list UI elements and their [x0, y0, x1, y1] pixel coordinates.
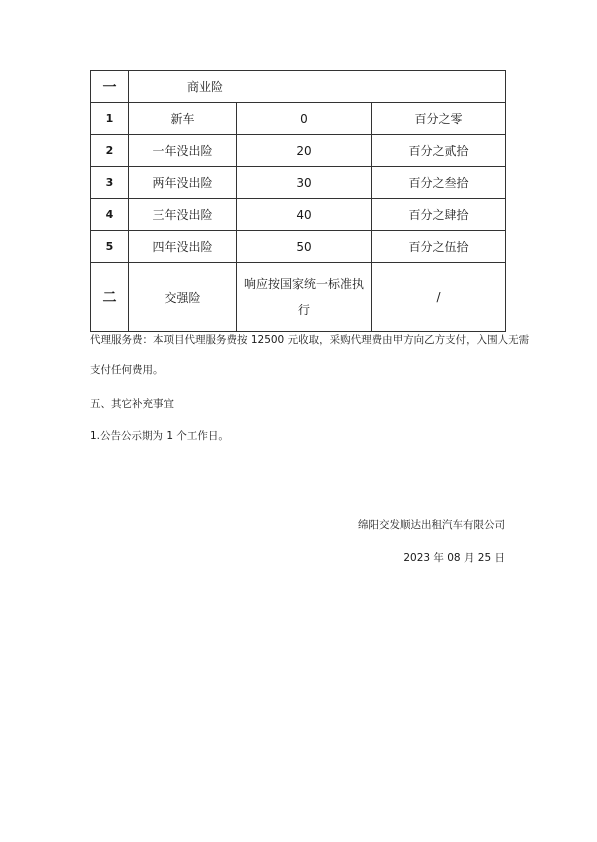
agency-fee-line-1: 代理服务费：本项目代理服务费按 12500 元收取，采购代理费由甲方向乙方支付，入围人无需	[90, 334, 530, 346]
row-name: 新车	[129, 103, 237, 135]
section-title: 商业险	[129, 71, 506, 103]
table-row	[91, 167, 506, 199]
row-number: 3	[91, 167, 129, 199]
table-row	[91, 199, 506, 231]
row-rate: 百分之贰拾	[372, 135, 506, 167]
agency-fee-line-2: 支付任何费用。	[90, 364, 164, 376]
row-name: 一年没出险	[129, 135, 237, 167]
row-value: 50	[237, 231, 372, 263]
insurance-rate-table	[90, 70, 506, 332]
section-rate: /	[372, 263, 506, 332]
row-rate: 百分之伍拾	[372, 231, 506, 263]
announcement-period-item: 1.公告公示期为 1 个工作日。	[90, 430, 229, 442]
row-rate: 百分之肆拾	[372, 199, 506, 231]
table-section-row	[91, 263, 506, 332]
row-value: 30	[237, 167, 372, 199]
section-number: 二	[91, 263, 129, 332]
section-number: 一	[91, 71, 129, 103]
row-name: 三年没出险	[129, 199, 237, 231]
row-rate: 百分之零	[372, 103, 506, 135]
section-title: 交强险	[129, 263, 237, 332]
row-number: 2	[91, 135, 129, 167]
row-name: 四年没出险	[129, 231, 237, 263]
row-value: 20	[237, 135, 372, 167]
row-rate: 百分之叁拾	[372, 167, 506, 199]
row-name: 两年没出险	[129, 167, 237, 199]
table-row	[91, 103, 506, 135]
table-row	[91, 231, 506, 263]
row-number: 4	[91, 199, 129, 231]
document-date: 2023 年 08 月 25 日	[403, 552, 505, 564]
row-number: 1	[91, 103, 129, 135]
table-row	[91, 135, 506, 167]
row-number: 5	[91, 231, 129, 263]
section-value: 响应按国家统一标准执行	[237, 263, 372, 332]
table-section-row	[91, 71, 506, 103]
section-5-heading: 五、其它补充事宜	[90, 398, 174, 410]
row-value: 0	[237, 103, 372, 135]
company-name: 绵阳交发顺达出租汽车有限公司	[358, 519, 505, 531]
row-value: 40	[237, 199, 372, 231]
